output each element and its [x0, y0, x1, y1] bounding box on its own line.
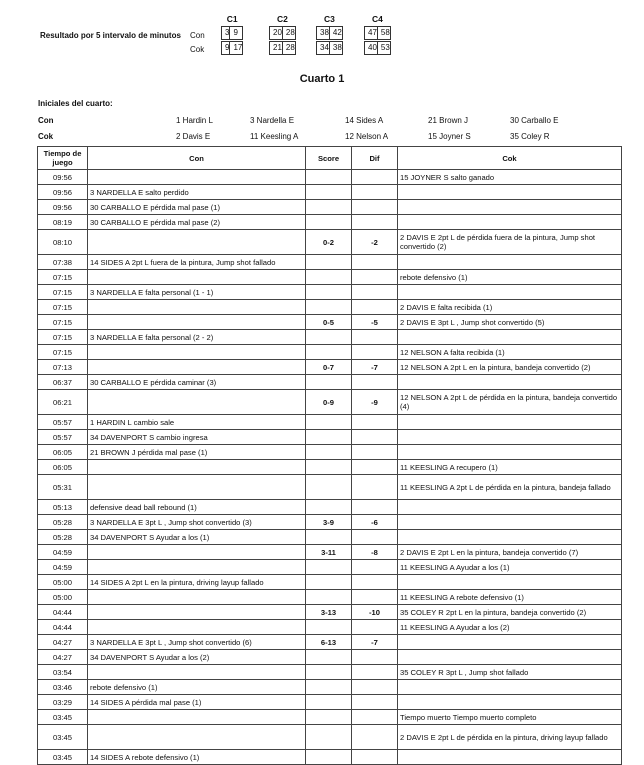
table-row: [38, 710, 622, 725]
table-row: [38, 345, 622, 360]
header-dif: Dif: [352, 147, 398, 170]
cell-con: 14 SIDES A 2pt L fuera de la pintura, Jump shot fallado: [88, 255, 306, 270]
cell-cok: [398, 415, 622, 430]
cell-con: [88, 390, 306, 415]
cell-score: [306, 270, 352, 285]
cell-cok: 15 JOYNER S salto ganado: [398, 170, 622, 185]
cell-time: 03:29: [38, 695, 88, 710]
cell-time: 05:57: [38, 415, 88, 430]
cell-cok: [398, 215, 622, 230]
table-row: [38, 230, 622, 255]
cell-time: 03:45: [38, 725, 88, 750]
interval-cell: 34: [317, 42, 330, 55]
interval-group-name: C1: [226, 14, 238, 24]
cell-con: 34 DAVENPORT S Ayudar a los (1): [88, 530, 306, 545]
table-row: [38, 170, 622, 185]
interval-team-cok: Cok: [190, 45, 205, 54]
table-row: [38, 215, 622, 230]
cell-con: [88, 300, 306, 315]
starter-con: 14 Sides A: [345, 116, 384, 125]
cell-dif: [352, 560, 398, 575]
cell-cok: 2 DAVIS E 2pt L de pérdida fuera de la pintura, Jump shot convertido (2): [398, 230, 622, 255]
cell-con: [88, 665, 306, 680]
cell-score: [306, 530, 352, 545]
cell-time: 07:15: [38, 300, 88, 315]
interval-row-cok: [222, 42, 243, 55]
cell-cok: [398, 695, 622, 710]
cell-con: 30 CARBALLO E pérdida caminar (3): [88, 375, 306, 390]
interval-group: [269, 14, 296, 55]
cell-con: 30 CARBALLO E pérdida mal pase (2): [88, 215, 306, 230]
starter-con: 30 Carballo E: [510, 116, 559, 125]
table-row: [38, 590, 622, 605]
cell-cok: [398, 185, 622, 200]
cell-con: 3 NARDELLA E falta personal (2 - 2): [88, 330, 306, 345]
cell-score: [306, 475, 352, 500]
cell-cok: 2 DAVIS E 3pt L , Jump shot convertido (5): [398, 315, 622, 330]
table-row: [38, 430, 622, 445]
cell-time: 04:59: [38, 560, 88, 575]
cell-cok: 12 NELSON A 2pt L de pérdida en la pintura, bandeja convertido (4): [398, 390, 622, 415]
cell-time: 07:15: [38, 270, 88, 285]
table-row: [38, 185, 622, 200]
table-row: [38, 605, 622, 620]
cell-con: [88, 620, 306, 635]
table-row: [38, 255, 622, 270]
cell-con: [88, 460, 306, 475]
cell-score: [306, 300, 352, 315]
cell-time: 05:57: [38, 430, 88, 445]
table-row: [38, 750, 622, 765]
table-row: [38, 575, 622, 590]
cell-dif: [352, 345, 398, 360]
interval-cell: 21: [270, 42, 283, 55]
cell-dif: [352, 430, 398, 445]
cell-dif: [352, 215, 398, 230]
cell-cok: [398, 255, 622, 270]
cell-cok: 11 KEESLING A rebote defensivo (1): [398, 590, 622, 605]
starter-cok: 2 Davis E: [176, 132, 211, 141]
interval-group: [364, 14, 391, 55]
cell-score: [306, 170, 352, 185]
cell-score: [306, 750, 352, 765]
cell-cok: [398, 750, 622, 765]
cell-con: 21 BROWN J pérdida mal pase (1): [88, 445, 306, 460]
cell-con: [88, 475, 306, 500]
cell-dif: [352, 330, 398, 345]
interval-row-con: [270, 27, 296, 40]
cell-cok: [398, 635, 622, 650]
cell-time: 07:38: [38, 255, 88, 270]
table-row: [38, 680, 622, 695]
table-row: [38, 725, 622, 750]
cell-dif: [352, 200, 398, 215]
cell-con: [88, 345, 306, 360]
table-row: [38, 200, 622, 215]
cell-dif: -7: [352, 360, 398, 375]
cell-score: [306, 215, 352, 230]
table-row: [38, 665, 622, 680]
starter-cok: 11 Keesling A: [250, 132, 299, 141]
cell-score: [306, 620, 352, 635]
cell-con: [88, 360, 306, 375]
cell-con: [88, 270, 306, 285]
cell-cok: [398, 680, 622, 695]
table-row: [38, 360, 622, 375]
table-row: [38, 515, 622, 530]
table-row: [38, 375, 622, 390]
cell-cok: 2 DAVIS E 2pt L de pérdida en la pintura, driving layup fallado: [398, 725, 622, 750]
cell-con: 14 SIDES A 2pt L en la pintura, driving layup fallado: [88, 575, 306, 590]
cell-dif: [352, 500, 398, 515]
cell-time: 04:27: [38, 635, 88, 650]
cell-score: [306, 665, 352, 680]
table-row: [38, 270, 622, 285]
cell-score: [306, 725, 352, 750]
cell-score: 0-9: [306, 390, 352, 415]
cell-dif: [352, 460, 398, 475]
initials-team-con: Con: [38, 116, 54, 125]
play-by-play-table: [37, 146, 622, 765]
interval-cell: 38: [317, 27, 330, 40]
cell-dif: [352, 185, 398, 200]
cell-con: 14 SIDES A rebote defensivo (1): [88, 750, 306, 765]
cell-time: 06:05: [38, 445, 88, 460]
starter-con: 3 Nardella E: [250, 116, 295, 125]
cell-dif: [352, 530, 398, 545]
cell-con: [88, 725, 306, 750]
cell-time: 04:44: [38, 605, 88, 620]
interval-cell: 3: [222, 27, 230, 40]
cell-dif: [352, 725, 398, 750]
cell-con: 3 NARDELLA E 3pt L , Jump shot convertido (6): [88, 635, 306, 650]
cell-score: [306, 430, 352, 445]
cell-cok: [398, 575, 622, 590]
interval-cell: 38: [329, 42, 342, 55]
interval-label: Resultado por 5 intervalo de minutos: [40, 31, 181, 40]
cell-score: [306, 285, 352, 300]
cell-cok: 35 COLEY R 2pt L en la pintura, bandeja convertido (2): [398, 605, 622, 620]
cell-time: 07:15: [38, 285, 88, 300]
cell-time: 06:21: [38, 390, 88, 415]
cell-dif: [352, 285, 398, 300]
cell-score: 3-11: [306, 545, 352, 560]
interval-group: [316, 14, 343, 55]
cell-score: 6-13: [306, 635, 352, 650]
interval-cell: 53: [377, 42, 390, 55]
cell-con: [88, 170, 306, 185]
starter-cok: 15 Joyner S: [428, 132, 471, 141]
cell-con: [88, 560, 306, 575]
cell-score: [306, 575, 352, 590]
interval-row-con: [317, 27, 343, 40]
cell-time: 05:13: [38, 500, 88, 515]
cell-time: 03:45: [38, 710, 88, 725]
cell-time: 05:00: [38, 575, 88, 590]
interval-group-name: C4: [371, 14, 383, 24]
cell-time: 07:15: [38, 315, 88, 330]
cell-time: 06:37: [38, 375, 88, 390]
cell-time: 08:10: [38, 230, 88, 255]
cell-dif: -2: [352, 230, 398, 255]
cell-time: 04:59: [38, 545, 88, 560]
cell-dif: [352, 300, 398, 315]
table-row: [38, 475, 622, 500]
table-row: [38, 545, 622, 560]
interval-cell: 58: [377, 27, 390, 40]
cell-dif: [352, 590, 398, 605]
cell-score: [306, 330, 352, 345]
header-score: Score: [306, 147, 352, 170]
cell-score: [306, 200, 352, 215]
header-time: Tiempo de juego: [38, 147, 88, 170]
table-row: [38, 390, 622, 415]
cell-time: 06:05: [38, 460, 88, 475]
cell-score: [306, 500, 352, 515]
cell-con: [88, 230, 306, 255]
cell-cok: 11 KEESLING A 2pt L de pérdida en la pintura, bandeja fallado: [398, 475, 622, 500]
interval-cell: 40: [365, 42, 378, 55]
cell-dif: [352, 680, 398, 695]
cell-con: [88, 590, 306, 605]
interval-cell: 9: [230, 27, 243, 40]
interval-group-name: C3: [323, 14, 335, 24]
table-header-row: [38, 147, 622, 170]
initials-label: Iniciales del cuarto:: [38, 99, 113, 108]
initials-team-cok: Cok: [38, 132, 54, 141]
cell-dif: [352, 665, 398, 680]
cell-con: [88, 605, 306, 620]
cell-dif: -10: [352, 605, 398, 620]
table-row: [38, 620, 622, 635]
table-row: [38, 650, 622, 665]
quarter-title: Cuarto 1: [299, 73, 345, 85]
cell-score: [306, 650, 352, 665]
table-row: [38, 500, 622, 515]
cell-con: defensive dead ball rebound (1): [88, 500, 306, 515]
cell-cok: [398, 330, 622, 345]
cell-cok: [398, 375, 622, 390]
cell-time: 07:15: [38, 330, 88, 345]
cell-dif: [352, 650, 398, 665]
cell-dif: -8: [352, 545, 398, 560]
interval-group-name: C2: [276, 14, 288, 24]
cell-dif: [352, 575, 398, 590]
cell-dif: -9: [352, 390, 398, 415]
cell-cok: 12 NELSON A falta recibida (1): [398, 345, 622, 360]
cell-cok: [398, 285, 622, 300]
cell-dif: [352, 750, 398, 765]
header-cok: Cok: [398, 147, 622, 170]
table-row: [38, 695, 622, 710]
cell-score: [306, 445, 352, 460]
cell-cok: [398, 430, 622, 445]
cell-cok: Tiempo muerto Tiempo muerto completo: [398, 710, 622, 725]
interval-row-cok: [365, 42, 391, 55]
cell-score: 0-5: [306, 315, 352, 330]
cell-time: 03:54: [38, 665, 88, 680]
cell-con: 14 SIDES A pérdida mal pase (1): [88, 695, 306, 710]
cell-dif: [352, 270, 398, 285]
cell-time: 03:45: [38, 750, 88, 765]
cell-cok: 12 NELSON A 2pt L en la pintura, bandeja convertido (2): [398, 360, 622, 375]
cell-con: 1 HARDIN L cambio sale: [88, 415, 306, 430]
header-con: Con: [88, 147, 306, 170]
cell-cok: 11 KEESLING A recupero (1): [398, 460, 622, 475]
cell-score: [306, 255, 352, 270]
cell-time: 09:56: [38, 185, 88, 200]
cell-dif: [352, 710, 398, 725]
table-row: [38, 445, 622, 460]
cell-con: 3 NARDELLA E falta personal (1 - 1): [88, 285, 306, 300]
interval-row-con: [365, 27, 391, 40]
cell-dif: [352, 695, 398, 710]
cell-score: [306, 695, 352, 710]
interval-cell: 9: [222, 42, 230, 55]
cell-score: [306, 680, 352, 695]
cell-score: [306, 415, 352, 430]
cell-score: [306, 345, 352, 360]
starter-con: 21 Brown J: [428, 116, 469, 125]
cell-time: 07:15: [38, 345, 88, 360]
cell-cok: [398, 515, 622, 530]
cell-time: 04:27: [38, 650, 88, 665]
cell-score: 3-13: [306, 605, 352, 620]
cell-time: 05:28: [38, 515, 88, 530]
cell-time: 03:46: [38, 680, 88, 695]
cell-cok: [398, 530, 622, 545]
cell-score: 0-7: [306, 360, 352, 375]
cell-dif: -7: [352, 635, 398, 650]
interval-row-cok: [270, 42, 296, 55]
interval-cell: 42: [329, 27, 342, 40]
cell-con: 3 NARDELLA E salto perdido: [88, 185, 306, 200]
cell-cok: [398, 445, 622, 460]
cell-score: [306, 185, 352, 200]
cell-con: [88, 710, 306, 725]
interval-cell: 20: [270, 27, 283, 40]
cell-time: 05:28: [38, 530, 88, 545]
interval-row-cok: [317, 42, 343, 55]
table-row: [38, 530, 622, 545]
cell-con: 34 DAVENPORT S cambio ingresa: [88, 430, 306, 445]
table-row: [38, 315, 622, 330]
cell-con: [88, 315, 306, 330]
cell-cok: 35 COLEY R 3pt L , Jump shot fallado: [398, 665, 622, 680]
interval-group: [221, 14, 243, 55]
interval-cell: 28: [282, 27, 295, 40]
cell-time: 07:13: [38, 360, 88, 375]
interval-cell: 17: [230, 42, 243, 55]
cell-cok: 11 KEESLING A Ayudar a los (2): [398, 620, 622, 635]
table-row: [38, 330, 622, 345]
interval-cell: 28: [282, 42, 295, 55]
cell-score: [306, 710, 352, 725]
cell-dif: [352, 475, 398, 500]
cell-time: 05:31: [38, 475, 88, 500]
cell-score: [306, 460, 352, 475]
cell-score: 0-2: [306, 230, 352, 255]
cell-con: 3 NARDELLA E 3pt L , Jump shot convertido (3): [88, 515, 306, 530]
table-row: [38, 285, 622, 300]
cell-cok: rebote defensivo (1): [398, 270, 622, 285]
cell-dif: [352, 375, 398, 390]
cell-cok: [398, 200, 622, 215]
cell-score: 3-9: [306, 515, 352, 530]
cell-con: 30 CARBALLO E pérdida mal pase (1): [88, 200, 306, 215]
cell-dif: [352, 415, 398, 430]
cell-con: 34 DAVENPORT S Ayudar a los (2): [88, 650, 306, 665]
cell-score: [306, 375, 352, 390]
table-row: [38, 635, 622, 650]
cell-con: [88, 545, 306, 560]
cell-dif: [352, 255, 398, 270]
cell-cok: 11 KEESLING A Ayudar a los (1): [398, 560, 622, 575]
cell-time: 08:19: [38, 215, 88, 230]
cell-dif: -5: [352, 315, 398, 330]
table-row: [38, 460, 622, 475]
cell-cok: 2 DAVIS E falta recibida (1): [398, 300, 622, 315]
table-row: [38, 560, 622, 575]
interval-row-con: [222, 27, 243, 40]
cell-time: 09:56: [38, 200, 88, 215]
cell-score: [306, 560, 352, 575]
cell-dif: [352, 445, 398, 460]
cell-time: 09:56: [38, 170, 88, 185]
cell-score: [306, 590, 352, 605]
starter-cok: 12 Nelson A: [345, 132, 389, 141]
interval-team-con: Con: [190, 31, 205, 40]
starter-cok: 35 Coley R: [510, 132, 550, 141]
cell-con: rebote defensivo (1): [88, 680, 306, 695]
table-row: [38, 300, 622, 315]
cell-time: 04:44: [38, 620, 88, 635]
cell-cok: [398, 500, 622, 515]
table-row: [38, 415, 622, 430]
cell-dif: [352, 170, 398, 185]
cell-cok: [398, 650, 622, 665]
interval-cell: 47: [365, 27, 378, 40]
cell-cok: 2 DAVIS E 2pt L en la pintura, bandeja convertido (7): [398, 545, 622, 560]
cell-dif: [352, 620, 398, 635]
cell-dif: -6: [352, 515, 398, 530]
starter-con: 1 Hardin L: [176, 116, 213, 125]
cell-time: 05:00: [38, 590, 88, 605]
